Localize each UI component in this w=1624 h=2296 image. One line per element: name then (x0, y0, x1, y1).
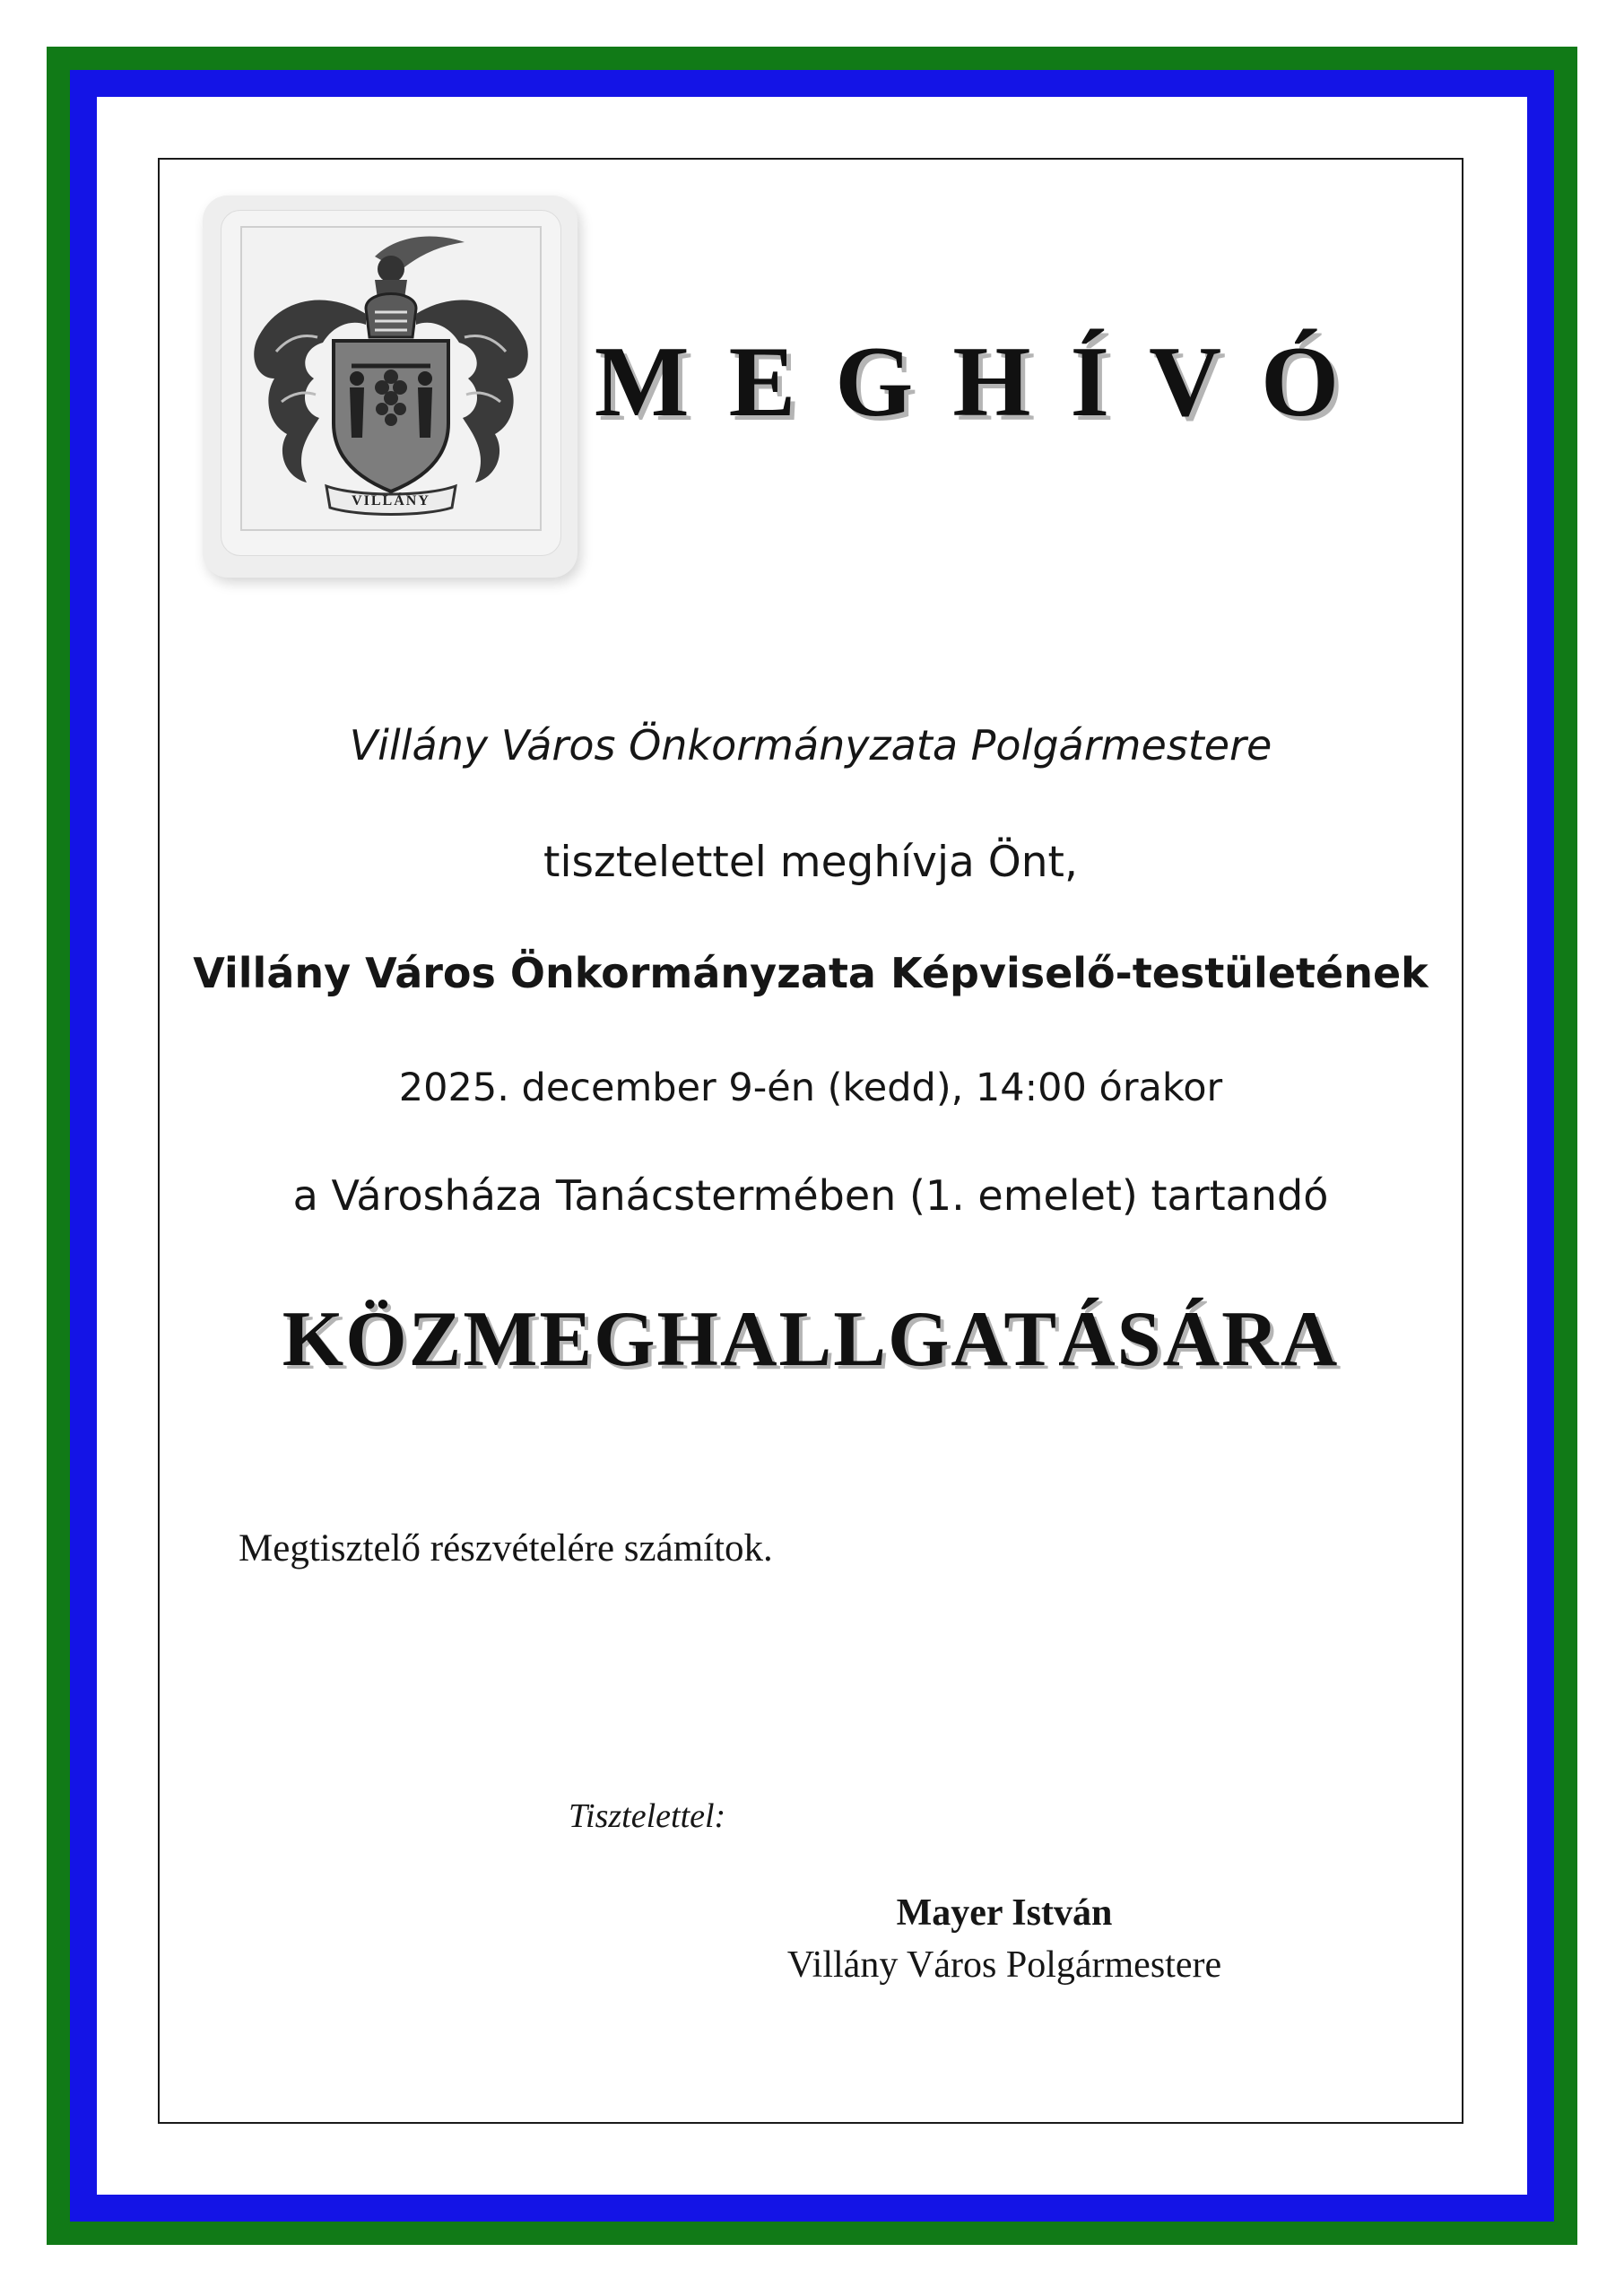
signer-name: Mayer István (896, 1892, 1113, 1934)
signer-role: Villány Város Polgármestere (786, 1944, 1222, 1986)
coat-of-arms-icon (240, 226, 542, 531)
host-line: Villány Város Önkormányzata Polgármestere (349, 721, 1272, 770)
regards-line: Tisztelettel: (569, 1797, 726, 1835)
datetime-line: 2025. december 9-én (kedd), 14:00 órakor (398, 1065, 1223, 1110)
event-title: KÖZMEGHALLGATÁSÁRA (282, 1296, 1340, 1383)
body-name-line: Villány Város Önkormányzata Képviselő-testületének (193, 949, 1429, 997)
closing-line: Megtisztelő részvételére számítok. (239, 1527, 773, 1570)
venue-line: a Városháza Tanácstermében (1. emelet) tartandó (292, 1171, 1329, 1220)
invite-line: tisztelettel meghívja Önt, (543, 838, 1078, 887)
page-title: MEGHÍVÓ (594, 326, 1379, 438)
crest-card (190, 178, 581, 579)
crest-ribbon-text: VILLÁNY (352, 493, 430, 509)
